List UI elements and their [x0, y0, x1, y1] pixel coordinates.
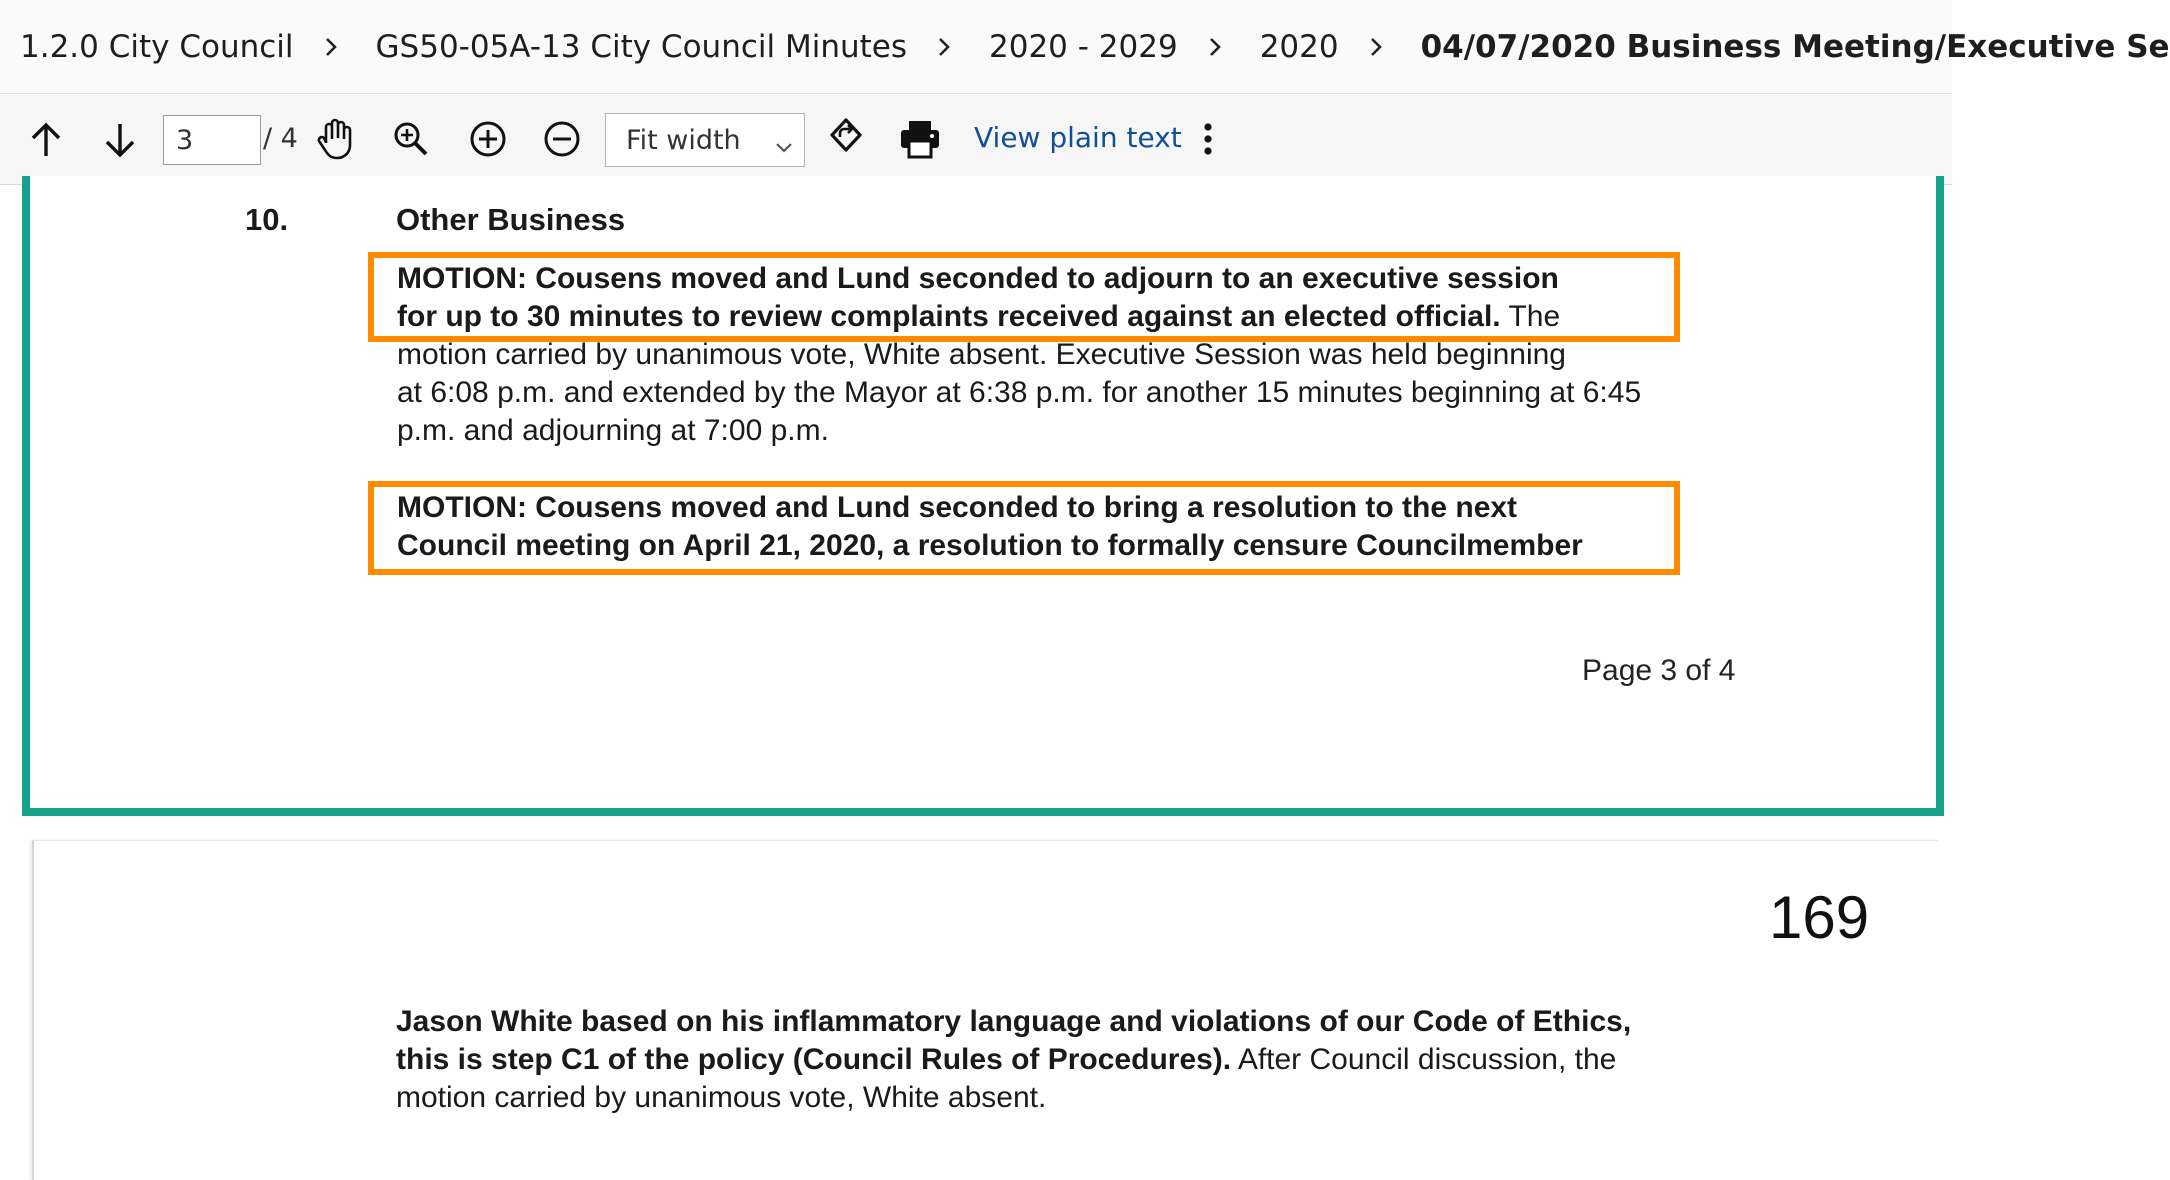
document-viewer[interactable] [0, 186, 1952, 1160]
zoom-select-value: Fit width [626, 124, 741, 156]
motion1-line1: MOTION: Cousens moved and Lund seconded to adjourn to an executive session [397, 262, 1559, 295]
chevron-right-icon [324, 36, 338, 58]
view-plain-text-link[interactable]: View plain text [974, 121, 1182, 154]
zoom-select[interactable] [605, 113, 805, 167]
print-icon[interactable] [898, 117, 942, 161]
page-footer: Page 3 of 4 [1582, 654, 1736, 687]
page4-line2-bold: this is step C1 of the policy (Council Rules of Procedures). [396, 1043, 1232, 1076]
page4-line2 [396, 1043, 1616, 1077]
page4-line1: Jason White based on his inflammatory language and violations of our Code of Ethics, [396, 1005, 1632, 1038]
breadcrumb-item-current-document: 04/07/2020 Business Meeting/Executive Se [1420, 28, 2170, 65]
motion2-line2: Council meeting on April 21, 2020, a resolution to formally censure Councilmember [397, 529, 1583, 562]
stamped-page-number: 169 [1769, 884, 1870, 951]
chevron-right-icon [1208, 36, 1222, 58]
chevron-right-icon [1369, 36, 1383, 58]
chevron-down-icon [774, 131, 794, 162]
motion1-line4: at 6:08 p.m. and extended by the Mayor at 6:38 p.m. for another 15 minutes beginning at 6:45 [397, 376, 1642, 409]
breadcrumb-item-council-minutes[interactable]: GS50-05A-13 City Council Minutes [375, 28, 907, 65]
motion1-line2 [397, 300, 1560, 334]
breadcrumb-item-decade[interactable]: 2020 - 2029 [989, 28, 1178, 65]
rotate-icon[interactable] [826, 113, 866, 161]
viewer-toolbar [0, 95, 1952, 185]
page4-line2-rest: After Council discussion, the [1231, 1043, 1617, 1076]
motion1-line2-bold: for up to 30 minutes to review complaints received against an elected official. [397, 300, 1501, 333]
page4-line3: motion carried by unanimous vote, White absent. [396, 1081, 1047, 1114]
more-vertical-icon[interactable] [1196, 117, 1220, 161]
document-page-4 [32, 840, 1938, 1180]
zoom-in-icon[interactable] [390, 117, 432, 161]
page-number-input[interactable] [163, 115, 261, 165]
page-total-label: / 4 [263, 123, 298, 154]
breadcrumb-item-city-council[interactable]: 1.2.0 City Council [20, 28, 294, 65]
plus-circle-icon[interactable] [466, 117, 510, 161]
document-page-3 [22, 176, 1944, 816]
hand-icon[interactable] [312, 115, 358, 163]
motion2-line1: MOTION: Cousens moved and Lund seconded to bring a resolution to the next [397, 491, 1518, 524]
motion1-line3: motion carried by unanimous vote, White absent. Executive Session was held beginning [397, 338, 1566, 371]
arrow-down-icon[interactable] [100, 119, 140, 161]
agenda-item-title: Other Business [396, 202, 626, 237]
motion1-line2-rest: The [1500, 300, 1561, 333]
motion1-line5: p.m. and adjourning at 7:00 p.m. [397, 414, 829, 447]
agenda-item-number: 10. [245, 202, 289, 237]
breadcrumb [0, 0, 2170, 94]
breadcrumb-item-year[interactable]: 2020 [1259, 28, 1339, 65]
chevron-right-icon [937, 36, 951, 58]
minus-circle-icon[interactable] [540, 117, 584, 161]
arrow-up-icon[interactable] [26, 119, 66, 161]
